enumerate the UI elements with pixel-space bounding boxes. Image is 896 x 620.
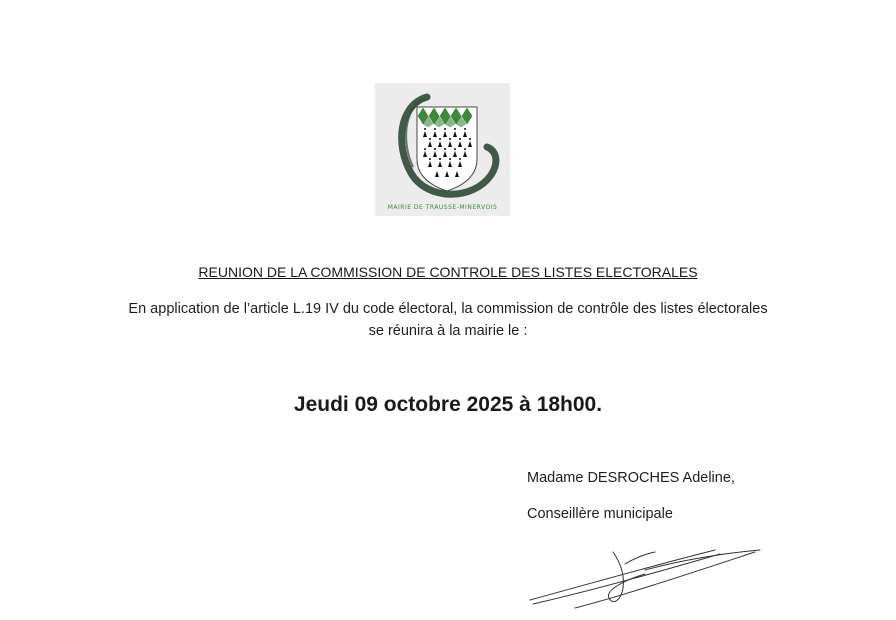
notice-heading: REUNION DE LA COMMISSION DE CONTROLE DES LISTES ELECTORALES [198,264,698,280]
handwritten-signature [525,540,765,615]
meeting-date: Jeudi 09 octobre 2025 à 18h00. [293,393,603,416]
notice-body-line-2: se réunira à la mairie le : [368,323,528,339]
notice-body [80,298,816,342]
logo-caption: MAIRIE DE TRAUSSE-MINERVOIS [387,204,498,211]
municipal-logo [375,83,510,216]
coat-of-arms-emblem [375,83,510,216]
signer-name: Madame DESROCHES Adeline, [527,470,735,486]
notice-body-line-1: En application de l’article L.19 IV du code électoral, la commission de contrôle des listes électorales [128,301,768,317]
signer-role: Conseillère municipale [527,506,673,522]
